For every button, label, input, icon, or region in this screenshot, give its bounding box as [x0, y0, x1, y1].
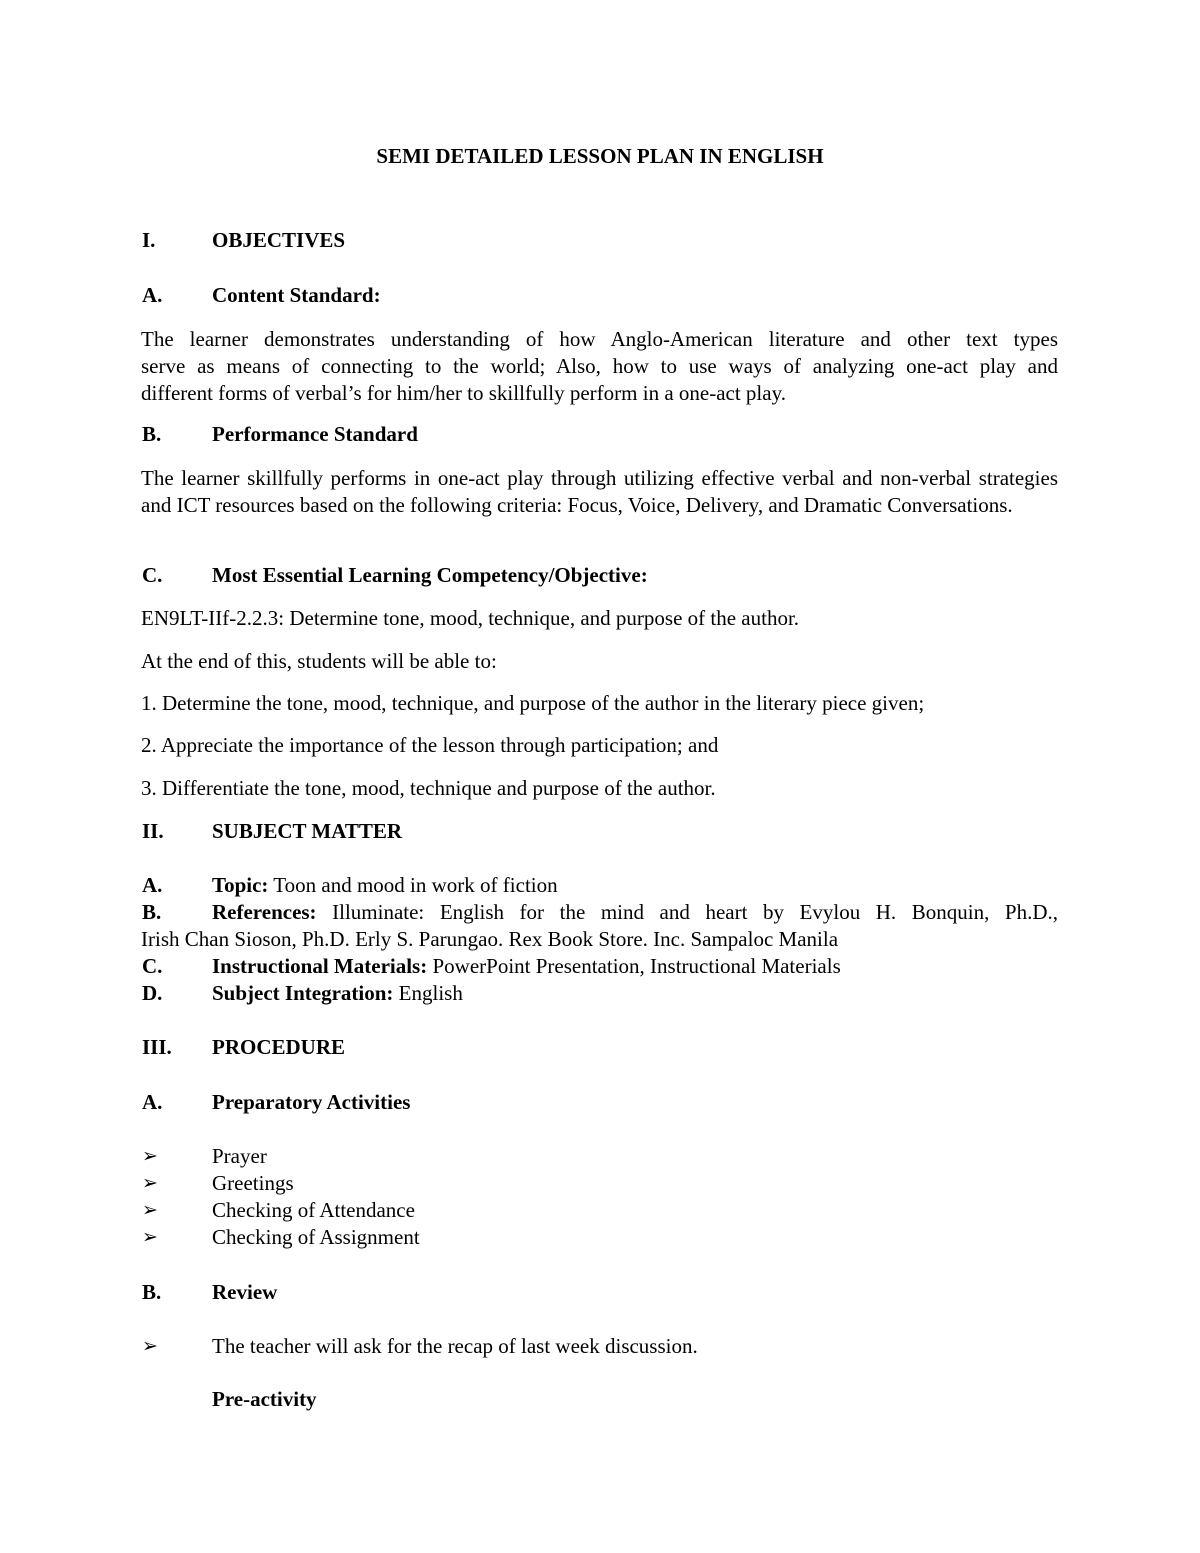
subject-item-number: C.: [142, 954, 163, 978]
objective-item: 1. Determine the tone, mood, technique, and purpose of the author in the literary piece given;: [141, 691, 925, 715]
subject-references-continuation: Irish Chan Sioson, Ph.D. Erly S. Parungao. Rex Book Store. Inc. Sampaloc Manila: [141, 927, 839, 951]
document-title: SEMI DETAILED LESSON PLAN IN ENGLISH: [376, 144, 824, 168]
section-number: I.: [142, 228, 156, 252]
arrow-bullet-icon: ➢: [142, 1199, 158, 1221]
subsection-number: B.: [142, 1280, 162, 1304]
objective-item: 2. Appreciate the importance of the lesson through participation; and: [141, 733, 719, 757]
section-number: II.: [142, 819, 164, 843]
subject-integration-label: Subject Integration:: [212, 981, 394, 1005]
content-standard-line: The learner demonstrates understanding of how Anglo-American literature and other text types: [141, 327, 1058, 351]
subsection-heading-review: Review: [212, 1280, 278, 1304]
section-heading-subject-matter: SUBJECT MATTER: [212, 819, 403, 843]
competency-code-text: EN9LT-IIf-2.2.3: Determine tone, mood, technique, and purpose of the author.: [141, 606, 800, 630]
objective-item: 3. Differentiate the tone, mood, technique and purpose of the author.: [141, 776, 716, 800]
section-heading-objectives: OBJECTIVES: [212, 228, 346, 252]
subject-item-number: A.: [142, 873, 163, 897]
subject-materials-row: [212, 953, 841, 980]
subject-references-value: Illuminate: English for the mind and heart by Evylou H. Bonquin, Ph.D.,: [316, 900, 1058, 924]
subsection-number: C.: [142, 563, 163, 587]
preparatory-item: Checking of Assignment: [212, 1225, 420, 1249]
arrow-bullet-icon: ➢: [142, 1172, 158, 1194]
arrow-bullet-icon: ➢: [142, 1335, 158, 1357]
subject-materials-label: Instructional Materials:: [212, 954, 428, 978]
arrow-bullet-icon: ➢: [142, 1145, 158, 1167]
subject-integration-value: English: [393, 981, 463, 1005]
subject-topic-label: Topic:: [212, 873, 269, 897]
section-heading-procedure: PROCEDURE: [212, 1035, 346, 1059]
subsection-heading-performance-standard: Performance Standard: [212, 422, 418, 446]
preparatory-item: Checking of Attendance: [212, 1198, 415, 1222]
pre-activity-heading: Pre-activity: [212, 1387, 317, 1411]
subsection-number: B.: [142, 422, 162, 446]
subject-materials-value: PowerPoint Presentation, Instructional Materials: [427, 954, 841, 978]
subsection-number: A.: [142, 283, 163, 307]
content-standard-line: different forms of verbal’s for him/her to skillfully perform in a one-act play.: [141, 381, 786, 405]
preparatory-item: Greetings: [212, 1171, 294, 1195]
subject-integration-row: [212, 980, 463, 1007]
subject-references-row: [212, 899, 1058, 926]
subject-topic-value: Toon and mood in work of fiction: [268, 873, 558, 897]
subsection-heading-preparatory: Preparatory Activities: [212, 1090, 411, 1114]
subsection-heading-content-standard: Content Standard:: [212, 283, 381, 307]
preparatory-item: Prayer: [212, 1144, 267, 1168]
content-standard-line: serve as means of connecting to the world; Also, how to use ways of analyzing one-act play and: [141, 354, 1058, 378]
subject-item-number: D.: [142, 981, 163, 1005]
objectives-intro-text: At the end of this, students will be able to:: [141, 649, 497, 673]
section-number: III.: [142, 1035, 172, 1059]
subsection-heading-competency: Most Essential Learning Competency/Objective:: [212, 563, 648, 587]
performance-standard-text: The learner skillfully performs in one-act play through utilizing effective verbal and non-verbal strategies and ICT resources based on the following criteria: Focus, Voice, Delivery, and Dramatic Conversations.: [141, 466, 1058, 517]
arrow-bullet-icon: ➢: [142, 1226, 158, 1248]
subject-item-number: B.: [142, 900, 162, 924]
subsection-number: A.: [142, 1090, 163, 1114]
subject-topic-row: [212, 872, 558, 899]
review-item: The teacher will ask for the recap of last week discussion.: [212, 1334, 698, 1358]
subject-references-label: References:: [212, 900, 317, 924]
